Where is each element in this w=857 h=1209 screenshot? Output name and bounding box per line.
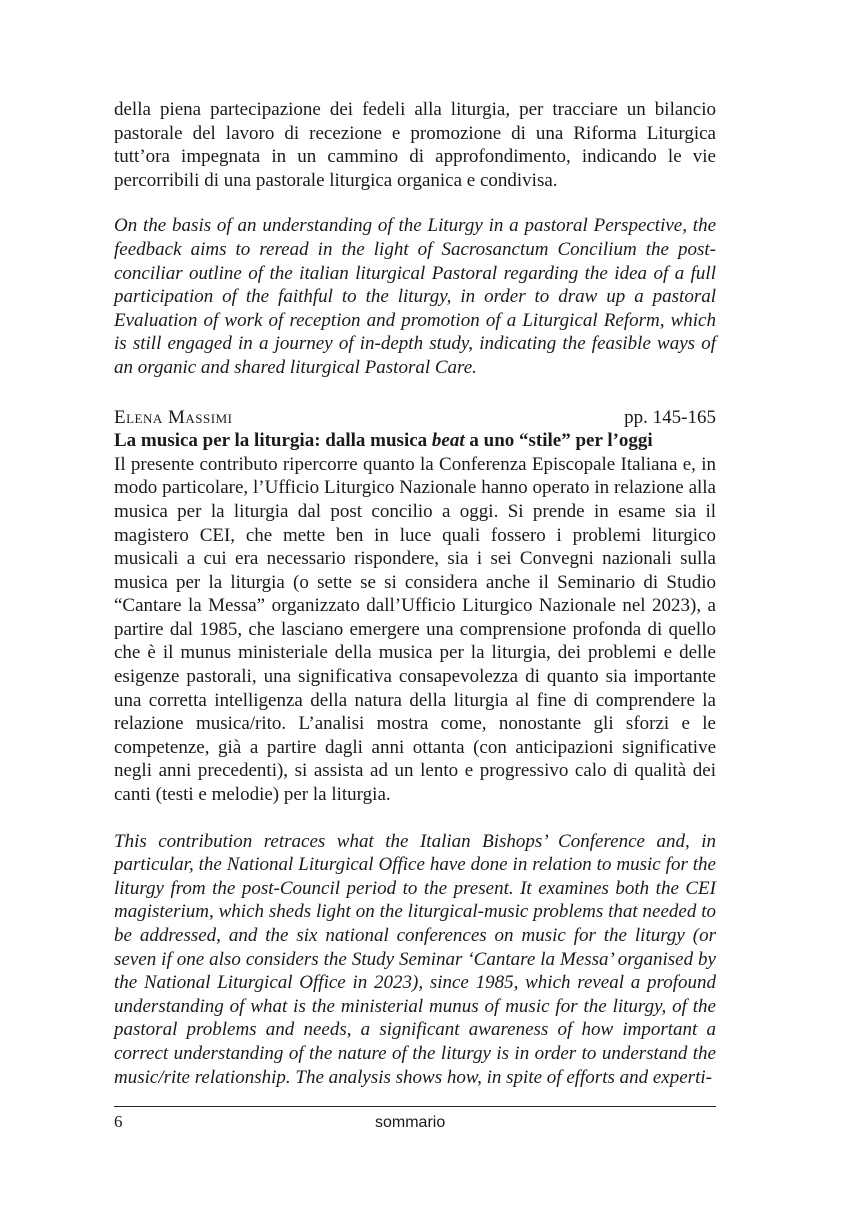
article-title-emphasis: beat [431, 430, 465, 452]
article-title-part2: a uno “stile” per l’oggi [464, 430, 653, 452]
article-title-part1: La musica per la liturgia: dalla musica [114, 430, 432, 452]
abstract-english: This contribution retraces what the Italian Bishops’ Conference and, in particular, the National Liturgical Office have done in relation to music for the liturgy from the post-Council period to the present. It examines both the CEI magisterium, which sheds light on the liturgical-music problems that needed to be addressed, and the six national conferences on music for the liturgy (or seven if one also considers the Study Seminar ‘Cantare la Messa’ organised by the National Liturgical Office in 2023), since 1985, which reveal a profound understanding of what is the ministerial munus of music for the liturgy, of the pastoral problems and needs, a significant awareness of how important a correct understanding of the nature of the liturgy is in order to understand the music/rite relationship. The analysis shows how, in spite of efforts and experti- [114, 830, 716, 1088]
intro-italian-paragraph: della piena partecipazione dei fedeli alla liturgia, per tracciare un bilancio pastorale del lavoro di recezione e promozione di una Riforma Liturgica tutt’ora impegnata in un cammino di approfondimento, indicando le vie percorribili di una pastorale liturgica organica e condivisa. [114, 99, 716, 191]
abstract-italian: Il presente contributo ripercorre quanto la Conferenza Episcopale Italiana e, in modo particolare, l’Ufficio Liturgico Nazionale hanno operato in relazione alla musica per la liturgia dal post concilio a oggi. Si prende in esame sia il magistero CEI, che mette ben in luce quali fossero i problemi liturgico musicali a cui era necessario rispondere, sia i sei Convegni nazionali sulla musica per la liturgia (o sette se si considera anche il Seminario di Studio “Cantare la Messa” organizzato dall’Ufficio Liturgico Nazionale nel 2023), a partire dal 1985, che lasciano emergere una comprensione profonda di quello che è il munus ministeriale della musica per la liturgia, dei problemi e delle esigenze pastorali, una significativa consapevolezza di quanto sia importante una corretta intelligenza della natura della liturgia al fine di comprendere la relazione musica/rito. L’analisi mostra come, nonostante gli sforzi e le competenze, già a partire dagli anni ottanta (con anticipazioni significative negli anni precedenti), si assista ad un lento e progressivo calo di qualità dei canti (testi e melodie) per la liturgia. [114, 453, 716, 806]
article-title [114, 429, 716, 453]
article-author: Elena Massimi [114, 406, 233, 428]
running-title: sommario [375, 1114, 446, 1131]
intro-english-paragraph: On the basis of an understanding of the Liturgy in a pastoral Perspective, the feedback aims to reread in the light of Sacrosanctum Concilium the post-conciliar outline of the italian liturgical Pastoral regarding the idea of a full participation of the faithful to the liturgy, in order to draw up a pastoral Evaluation of work of reception and promotion of a Liturgical Reform, which is still engaged in a journey of in-depth study, indicating the feasible ways of an organic and shared liturgical Pastoral Care. [114, 215, 716, 378]
page-footer [114, 1106, 716, 1132]
page-number: 6 [114, 1112, 123, 1131]
page-body [114, 98, 716, 1089]
article-header [114, 406, 716, 430]
article-pages: pp. 145-165 [624, 406, 716, 428]
